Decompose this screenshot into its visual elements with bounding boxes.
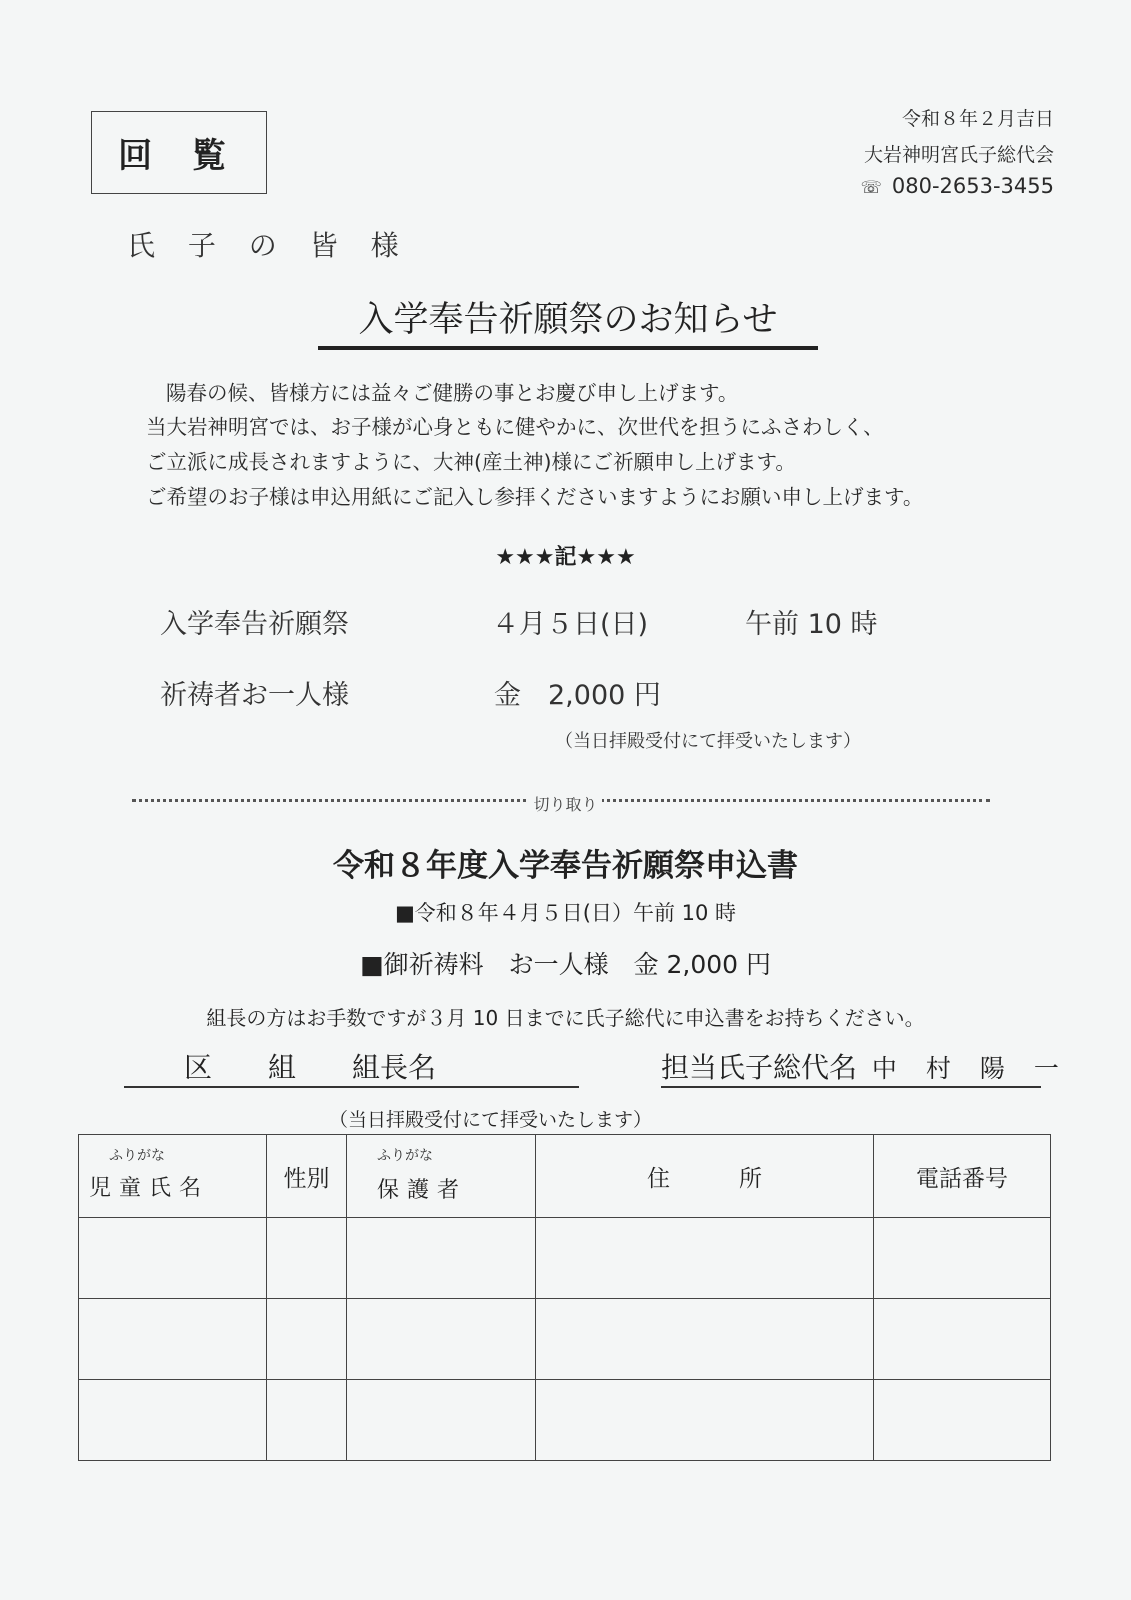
phone-cell[interactable] <box>874 1218 1051 1299</box>
issue-date: 令和８年２月吉日 <box>901 108 1054 130</box>
event-label: 入学奉告祈願祭 <box>160 609 349 640</box>
circulation-box <box>91 111 267 194</box>
phone-cell[interactable] <box>874 1299 1051 1380</box>
organization-name: 大岩神明宮氏子総代会 <box>863 144 1054 166</box>
phone-line <box>861 174 1054 198</box>
gender-cell[interactable] <box>267 1218 347 1299</box>
child-name-cell[interactable] <box>79 1218 267 1299</box>
column-header-address <box>536 1135 874 1218</box>
phone-number: 080-2653-3455 <box>891 174 1054 198</box>
child-name-cell[interactable] <box>79 1380 267 1461</box>
address-cell[interactable] <box>536 1218 874 1299</box>
address-cell[interactable] <box>536 1380 874 1461</box>
representative-label: 担当氏子総代名 <box>661 1051 858 1084</box>
guardian-cell[interactable] <box>347 1299 536 1380</box>
body-line-4: ご希望のお子様は申込用紙にご記入し参拝くださいますようにお願い申し上げます。 <box>146 485 924 509</box>
application-table <box>78 1134 1051 1461</box>
column-label: 児童氏名 <box>89 1175 210 1201</box>
payment-note: （当日拝殿受付にて拝受いたします） <box>555 731 861 752</box>
circulation-label: 回 覧 <box>118 136 240 176</box>
address-cell[interactable] <box>536 1299 874 1380</box>
column-label: 住 所 <box>647 1165 762 1192</box>
table-row <box>79 1299 1051 1380</box>
guardian-cell[interactable] <box>347 1380 536 1461</box>
gender-cell[interactable] <box>267 1380 347 1461</box>
fee-label: 祈祷者お一人様 <box>160 680 349 711</box>
table-row <box>79 1380 1051 1461</box>
phone-icon: ☏ <box>860 178 882 198</box>
addressee: 氏 子 の 皆 様 <box>127 229 411 262</box>
table-row <box>79 1218 1051 1299</box>
body-line-3: ご立派に成長されますように、大神(産土神)様にご祈願申し上げます。 <box>146 450 796 474</box>
notice-title: 入学奉告祈願祭のお知らせ <box>318 292 818 350</box>
column-label: 性別 <box>283 1165 330 1192</box>
group-leader-label: 区 組 組長名 <box>184 1051 437 1084</box>
column-label: 電話番号 <box>916 1165 1008 1192</box>
guardian-cell[interactable] <box>347 1218 536 1299</box>
form-fee-line: ■御祈祷料 お一人様 金 2,000 円 <box>359 950 772 979</box>
form-deadline-line: 組長の方はお手数ですが３月 10 日までに氏子総代に申込書をお持ちください。 <box>206 1006 925 1030</box>
column-header-child-name <box>79 1135 267 1218</box>
furigana-label: ふりがな <box>377 1148 433 1164</box>
table-note: （当日拝殿受付にて拝受いたします） <box>328 1109 652 1131</box>
fee-value: 金 2,000 円 <box>494 680 661 711</box>
furigana-label: ふりがな <box>109 1148 165 1164</box>
ki-heading: ★★★記★★★ <box>495 545 636 570</box>
group-leader-field[interactable] <box>124 1046 579 1088</box>
body-line-2: 当大岩神明宮では、お子様が心身ともに健やかに、次世代を担うにふさわしく、 <box>146 415 884 439</box>
column-header-guardian <box>347 1135 536 1218</box>
representative-field <box>661 1046 1061 1088</box>
event-date: ４月５日(日) <box>492 609 649 640</box>
phone-cell[interactable] <box>874 1380 1051 1461</box>
form-date-line: ■令和８年４月５日(日）午前 10 時 <box>394 901 737 925</box>
event-time: 午前 10 時 <box>745 609 878 640</box>
cut-line-label: 切り取り <box>0 792 1131 815</box>
gender-cell[interactable] <box>267 1299 347 1380</box>
column-header-phone <box>874 1135 1051 1218</box>
form-title: 令和８年度入学奉告祈願祭申込書 <box>333 848 798 884</box>
body-line-1: 陽春の候、皆様方には益々ご健勝の事とお慶び申し上げます。 <box>166 381 739 405</box>
column-label: 保護者 <box>377 1177 468 1203</box>
column-header-gender <box>267 1135 347 1218</box>
child-name-cell[interactable] <box>79 1299 267 1380</box>
representative-name: 中 村 陽 一 <box>871 1054 1061 1083</box>
